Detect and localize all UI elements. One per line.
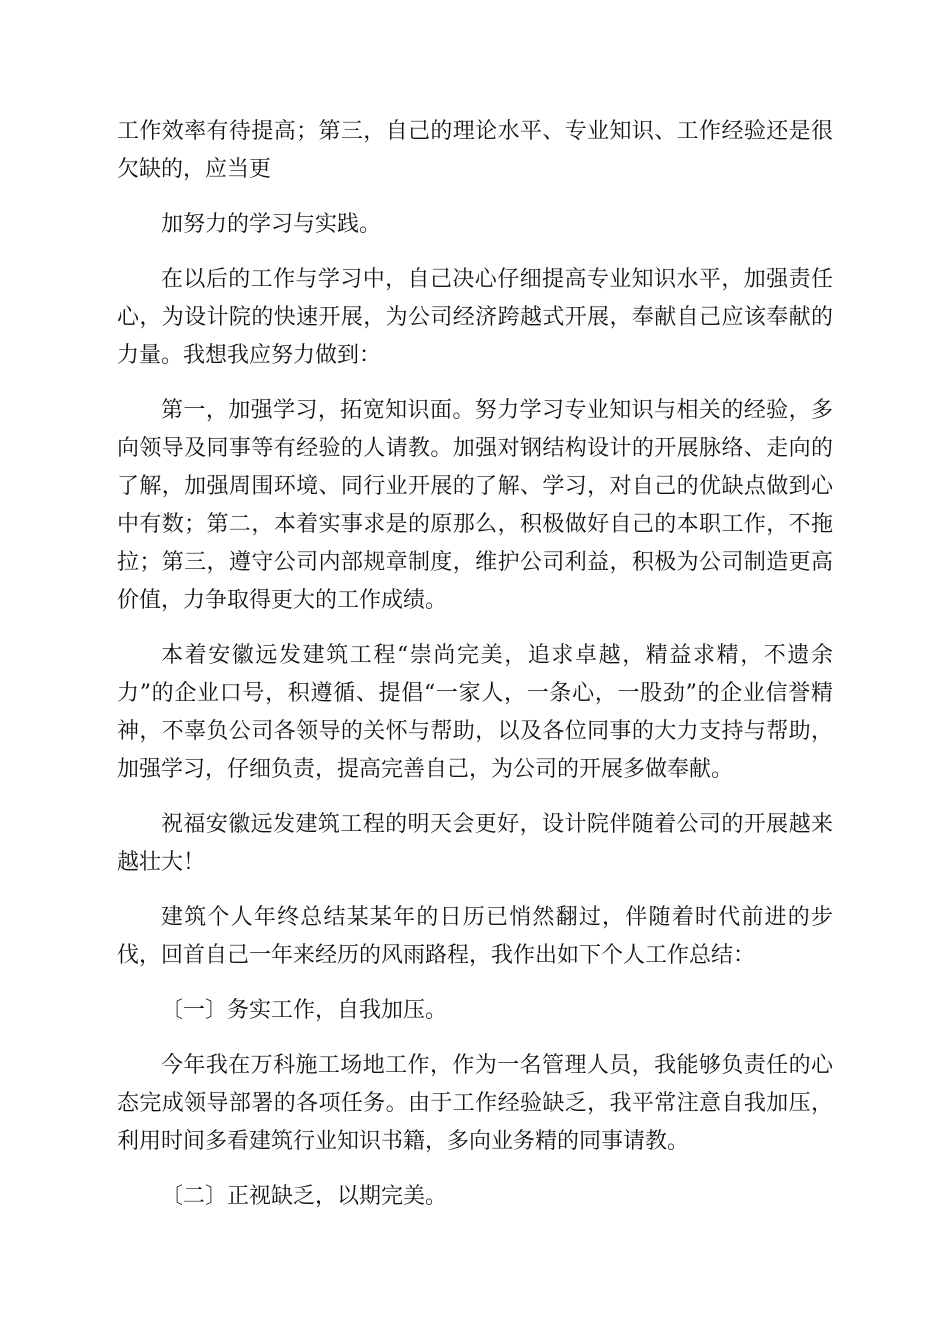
paragraph-4: 第一，加强学习，拓宽知识面。努力学习专业知识与相关的经验，多向领导及同事等有经验的人请教。加强对钢结构设计的开展脉络、走向的了解，加强周围环境、同行业开展的了解、学习，对自己的优缺点做到心中有数；第二，本着实事求是的原那么，积极做好自己的本职工作，不拖拉；第三，遵守公司内部规章制度，维护公司利益，积极为公司制造更高价值，力争取得更大的工作成绩。	[117, 398, 833, 613]
paragraph-1: 工作效率有待提高；第三，自己的理论水平、专业知识、工作经验还是很欠缺的，应当更	[117, 119, 833, 182]
document-body	[117, 113, 833, 1233]
paragraph-2: 加努力的学习与实践。	[161, 212, 382, 237]
section-heading-1: 〔一〕务实工作，自我加压。	[161, 998, 448, 1023]
paragraph-7: 建筑个人年终总结某某年的日历已悄然翻过，伴随着时代前进的步伐，回首自己一年来经历的风雨路程，我作出如下个人工作总结：	[117, 905, 833, 968]
paragraph-8: 今年我在万科施工场地工作，作为一名管理人员，我能够负责任的心态完成领导部署的各项任务。由于工作经验缺乏，我平常注意自我加压，利用时间多看建筑行业知识书籍，多向业务精的同事请教。	[117, 1053, 833, 1154]
paragraph-3: 在以后的工作与学习中，自己决心仔细提高专业知识水平，加强责任心，为设计院的快速开展，为公司经济跨越式开展，奉献自己应该奉献的力量。我想我应努力做到：	[117, 267, 833, 368]
paragraph-5: 本着安徽远发建筑工程“崇尚完美，追求卓越，精益求精，不遗余力”的企业口号，积遵循、提倡“一家人，一条心，一股劲”的企业信誉精神，不辜负公司各领导的关怀与帮助，以及各位同事的大力支持与帮助，加强学习，仔细负责，提高完善自己，为公司的开展多做奉献。	[117, 643, 833, 782]
paragraph-6: 祝福安徽远发建筑工程的明天会更好，设计院伴随着公司的开展越来越壮大！	[117, 812, 833, 875]
section-heading-2: 〔二〕正视缺乏，以期完美。	[161, 1184, 448, 1209]
